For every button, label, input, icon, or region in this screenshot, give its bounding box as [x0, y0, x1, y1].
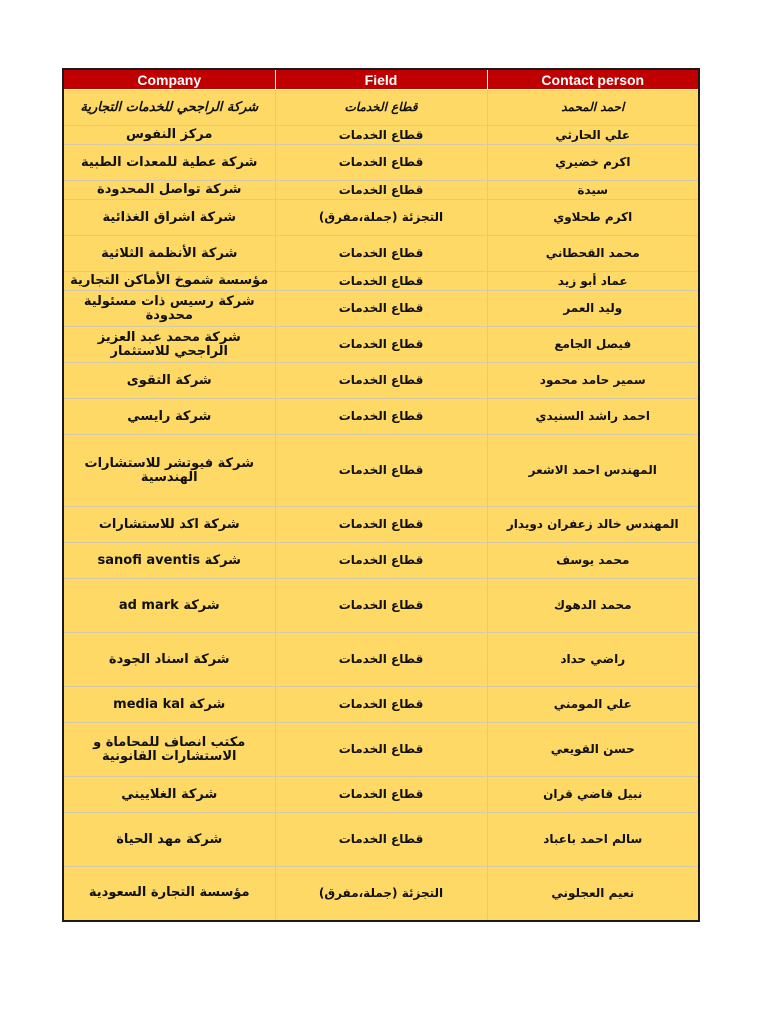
- table-row: [63, 777, 699, 813]
- table-row: [63, 291, 699, 327]
- field-cell-text: قطاع الخدمات: [338, 832, 424, 847]
- field-cell-text: قطاع الخدمات: [344, 100, 418, 115]
- table-row: [63, 327, 699, 363]
- contact-cell-text: سمير حامد محمود: [539, 373, 646, 388]
- company-cell-text: مؤسسة شموخ الأماكن التجارية: [70, 273, 269, 289]
- contact-cell-text: اكرم خضيري: [555, 155, 631, 170]
- company-cell: [63, 723, 275, 777]
- field-cell-text: قطاع الخدمات: [338, 373, 424, 388]
- contact-cell: [487, 399, 699, 435]
- table-row: [63, 543, 699, 579]
- header-row: [63, 69, 699, 90]
- contact-cell-text: اكرم طحلاوي: [553, 210, 633, 225]
- table-row: [63, 507, 699, 543]
- table-row: [63, 90, 699, 126]
- company-cell-text: شركة رسيس ذات مسئولية محدودة: [83, 293, 255, 323]
- field-cell: [275, 723, 487, 777]
- table-row: [63, 399, 699, 435]
- company-cell-text: شركة ad mark: [118, 597, 220, 613]
- contact-cell: [487, 777, 699, 813]
- company-cell: [63, 363, 275, 399]
- field-cell: [275, 126, 487, 145]
- company-cell: [63, 435, 275, 507]
- table-row: [63, 272, 699, 291]
- table-row: [63, 633, 699, 687]
- header-field: Field: [275, 69, 487, 90]
- field-cell: [275, 291, 487, 327]
- contact-cell-text: علي المومني: [553, 697, 632, 712]
- field-cell: [275, 181, 487, 200]
- table-row: [63, 236, 699, 272]
- contact-cell-text: فيصل الجامع: [554, 337, 632, 352]
- field-cell-text: قطاع الخدمات: [338, 553, 424, 568]
- company-cell-text: شركة الأنظمة الثلاثية: [101, 245, 238, 261]
- company-cell: [63, 291, 275, 327]
- field-cell-text: قطاع الخدمات: [338, 697, 424, 712]
- field-cell: [275, 543, 487, 579]
- contact-cell-text: محمد يوسف: [556, 553, 630, 568]
- company-cell: [63, 399, 275, 435]
- field-cell-text: قطاع الخدمات: [338, 301, 424, 316]
- company-cell: [63, 867, 275, 921]
- contact-cell: [487, 327, 699, 363]
- contact-cell-text: حسن القويعي: [550, 742, 635, 757]
- header-contact: Contact person: [487, 69, 699, 90]
- company-cell-text: شركة التقوى: [126, 372, 212, 388]
- company-cell: [63, 200, 275, 236]
- contact-cell: [487, 181, 699, 200]
- contact-cell: [487, 507, 699, 543]
- contact-cell: [487, 723, 699, 777]
- contact-cell-text: احمد المحمد: [561, 100, 625, 115]
- contact-cell-text: نبيل قاضي قران: [543, 787, 643, 802]
- company-cell: [63, 236, 275, 272]
- company-cell-text: شركة اشراق الغذائية: [102, 209, 236, 225]
- contact-cell-text: وليد العمر: [563, 301, 623, 316]
- field-cell-text: قطاع الخدمات: [338, 517, 424, 532]
- field-cell-text: قطاع الخدمات: [338, 652, 424, 667]
- field-cell-text: قطاع الخدمات: [338, 337, 424, 352]
- contact-cell-text: محمد القحطاني: [545, 246, 640, 261]
- field-cell-text: قطاع الخدمات: [338, 598, 424, 613]
- contact-cell-text: سيدة: [577, 182, 609, 197]
- field-cell: [275, 363, 487, 399]
- contact-cell-text: راضي حداد: [560, 652, 626, 667]
- contact-cell: [487, 579, 699, 633]
- company-cell: [63, 327, 275, 363]
- contact-cell: [487, 291, 699, 327]
- contact-cell: [487, 435, 699, 507]
- company-cell-text: شركة فيوتشر للاستشارات الهندسية: [84, 455, 254, 485]
- contact-cell: [487, 145, 699, 181]
- table-row: [63, 126, 699, 145]
- table-row: [63, 579, 699, 633]
- field-cell: [275, 272, 487, 291]
- field-cell: [275, 236, 487, 272]
- company-cell-text: شركة اسناد الجودة: [108, 651, 230, 667]
- table-row: [63, 435, 699, 507]
- field-cell: [275, 813, 487, 867]
- field-cell: [275, 435, 487, 507]
- table-row: [63, 723, 699, 777]
- contact-cell: [487, 126, 699, 145]
- table-row: [63, 867, 699, 921]
- field-cell: [275, 507, 487, 543]
- contact-cell: [487, 90, 699, 126]
- company-cell-text: مركز النفوس: [126, 127, 213, 143]
- field-cell-text: قطاع الخدمات: [338, 787, 424, 802]
- field-cell: [275, 200, 487, 236]
- field-cell-text: قطاع الخدمات: [338, 273, 424, 288]
- company-cell: [63, 543, 275, 579]
- contact-cell-text: سالم احمد باعباد: [543, 832, 643, 847]
- field-cell-text: التجزئة (جملة،مفرق): [318, 885, 444, 900]
- contact-cell-text: احمد راشد السنيدي: [535, 409, 650, 424]
- company-cell: [63, 145, 275, 181]
- company-cell-text: شركة اكد للاستشارات: [98, 516, 240, 532]
- header-company: Company: [63, 69, 275, 90]
- contact-cell: [487, 867, 699, 921]
- field-cell: [275, 90, 487, 126]
- table-body: [63, 90, 699, 921]
- table-row: [63, 687, 699, 723]
- field-cell-text: قطاع الخدمات: [338, 409, 424, 424]
- company-cell: [63, 813, 275, 867]
- field-cell: [275, 579, 487, 633]
- field-cell: [275, 633, 487, 687]
- company-cell: [63, 687, 275, 723]
- company-cell-text: شركة الراجحي للخدمات التجارية: [80, 99, 259, 115]
- table-header: [63, 69, 699, 90]
- company-cell-text: شركة media kal: [113, 696, 226, 712]
- table-row: [63, 145, 699, 181]
- company-cell-text: شركة مهد الحياة: [116, 831, 223, 847]
- field-cell-text: قطاع الخدمات: [338, 463, 424, 478]
- contact-cell-text: عماد أبو زيد: [557, 273, 628, 288]
- field-cell: [275, 687, 487, 723]
- contact-cell-text: المهندس احمد الاشعر: [528, 463, 657, 478]
- field-cell-text: قطاع الخدمات: [338, 246, 424, 261]
- field-cell: [275, 867, 487, 921]
- table-row: [63, 200, 699, 236]
- field-cell: [275, 399, 487, 435]
- table-row: [63, 813, 699, 867]
- contact-cell: [487, 236, 699, 272]
- field-cell: [275, 327, 487, 363]
- contact-cell-text: محمد الدهوك: [553, 598, 632, 613]
- field-cell-text: قطاع الخدمات: [338, 155, 424, 170]
- company-cell-text: مؤسسة التجارة السعودية: [88, 885, 250, 901]
- contact-cell: [487, 813, 699, 867]
- company-cell: [63, 507, 275, 543]
- table-row: [63, 181, 699, 200]
- contact-cell-text: نعيم العجلوني: [551, 885, 635, 900]
- field-cell: [275, 145, 487, 181]
- contact-cell: [487, 543, 699, 579]
- contact-cell-text: المهندس خالد زعفران دويدار: [506, 517, 679, 532]
- company-cell-text: شركة تواصل المحدودة: [97, 182, 242, 198]
- contact-cell: [487, 272, 699, 291]
- contact-cell: [487, 633, 699, 687]
- contact-cell: [487, 363, 699, 399]
- company-cell-text: مكتب انصاف للمحاماة و الاستشارات القانونية: [93, 734, 246, 764]
- contact-cell-text: علي الحارثي: [555, 127, 631, 142]
- company-cell: [63, 633, 275, 687]
- field-cell-text: قطاع الخدمات: [338, 742, 424, 757]
- company-cell: [63, 90, 275, 126]
- company-cell-text: شركة sanofi aventis: [97, 552, 241, 568]
- contact-cell: [487, 687, 699, 723]
- company-cell: [63, 579, 275, 633]
- company-cell: [63, 126, 275, 145]
- company-cell: [63, 272, 275, 291]
- contact-cell: [487, 200, 699, 236]
- company-cell-text: شركة رايسي: [127, 408, 212, 424]
- contacts-table: [62, 68, 700, 922]
- company-cell: [63, 181, 275, 200]
- company-cell-text: شركة محمد عبد العزيز الراجحي للاستثمار: [97, 329, 241, 359]
- company-cell: [63, 777, 275, 813]
- field-cell-text: قطاع الخدمات: [338, 127, 424, 142]
- company-cell-text: شركة عطية للمعدات الطبية: [81, 154, 258, 170]
- field-cell-text: التجزئة (جملة،مفرق): [318, 210, 444, 225]
- company-cell-text: شركة الغلاييني: [121, 786, 218, 802]
- field-cell-text: قطاع الخدمات: [338, 182, 424, 197]
- field-cell: [275, 777, 487, 813]
- table-row: [63, 363, 699, 399]
